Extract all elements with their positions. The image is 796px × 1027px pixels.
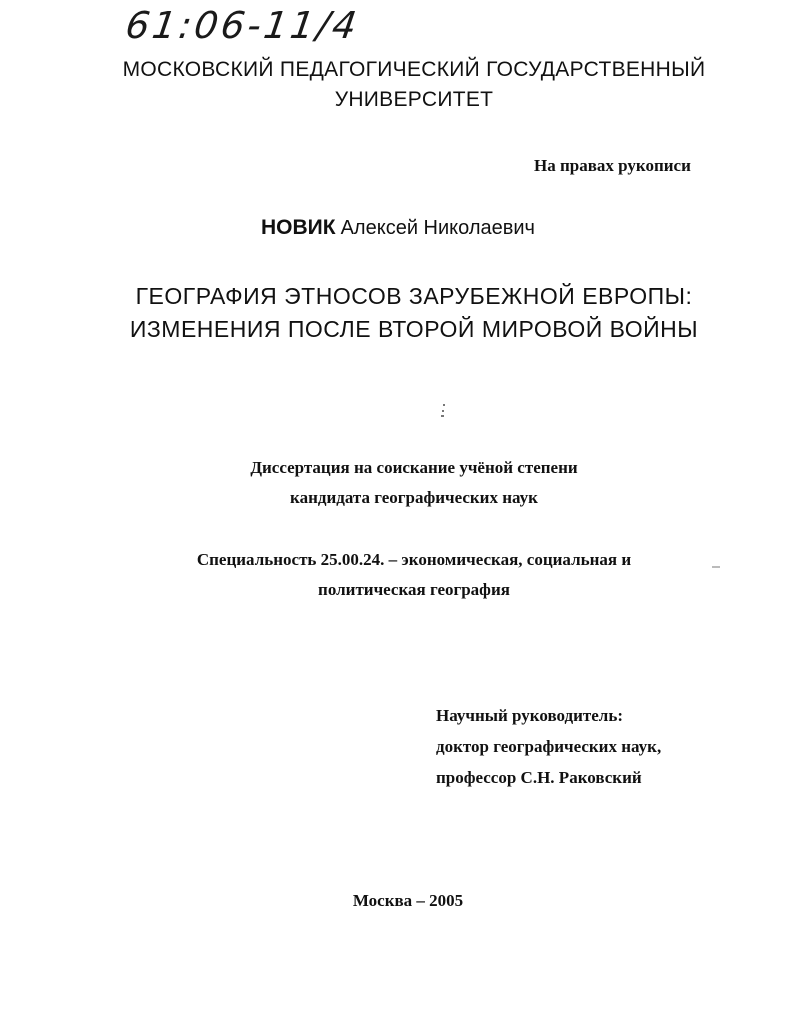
university-name-line-1: МОСКОВСКИЙ ПЕДАГОГИЧЕСКИЙ ГОСУДАРСТВЕННЫЙ (122, 58, 706, 81)
author-given-names: Алексей Николаевич (340, 217, 535, 239)
scan-speck (441, 404, 445, 418)
advisor-degree: доктор географических наук, (436, 737, 662, 756)
handwritten-archive-code: 61:06-11/4 (122, 4, 363, 47)
author-surname: НОВИК (261, 216, 336, 239)
scan-mark (712, 566, 720, 568)
city-year: Москва – 2005 (352, 891, 464, 910)
manuscript-rights-note: На правах рукописи (534, 156, 691, 175)
university-name-line-2: УНИВЕРСИТЕТ (334, 88, 494, 111)
specialty-line-2: политическая география (318, 580, 510, 599)
advisor-name: профессор С.Н. Раковский (436, 768, 642, 787)
thesis-title-line-1: ГЕОГРАФИЯ ЭТНОСОВ ЗАРУБЕЖНОЙ ЕВРОПЫ: (135, 283, 693, 309)
specialty-line-1: Специальность 25.00.24. – экономическая, социальная и (196, 550, 632, 569)
author-name (0, 216, 796, 240)
dissertation-degree-line-1: Диссертация на соискание учёной степени (250, 458, 578, 477)
thesis-title-line-2: ИЗМЕНЕНИЯ ПОСЛЕ ВТОРОЙ МИРОВОЙ ВОЙНЫ (129, 316, 699, 342)
dissertation-degree-line-2: кандидата географических наук (290, 488, 538, 507)
advisor-heading: Научный руководитель: (436, 706, 623, 725)
